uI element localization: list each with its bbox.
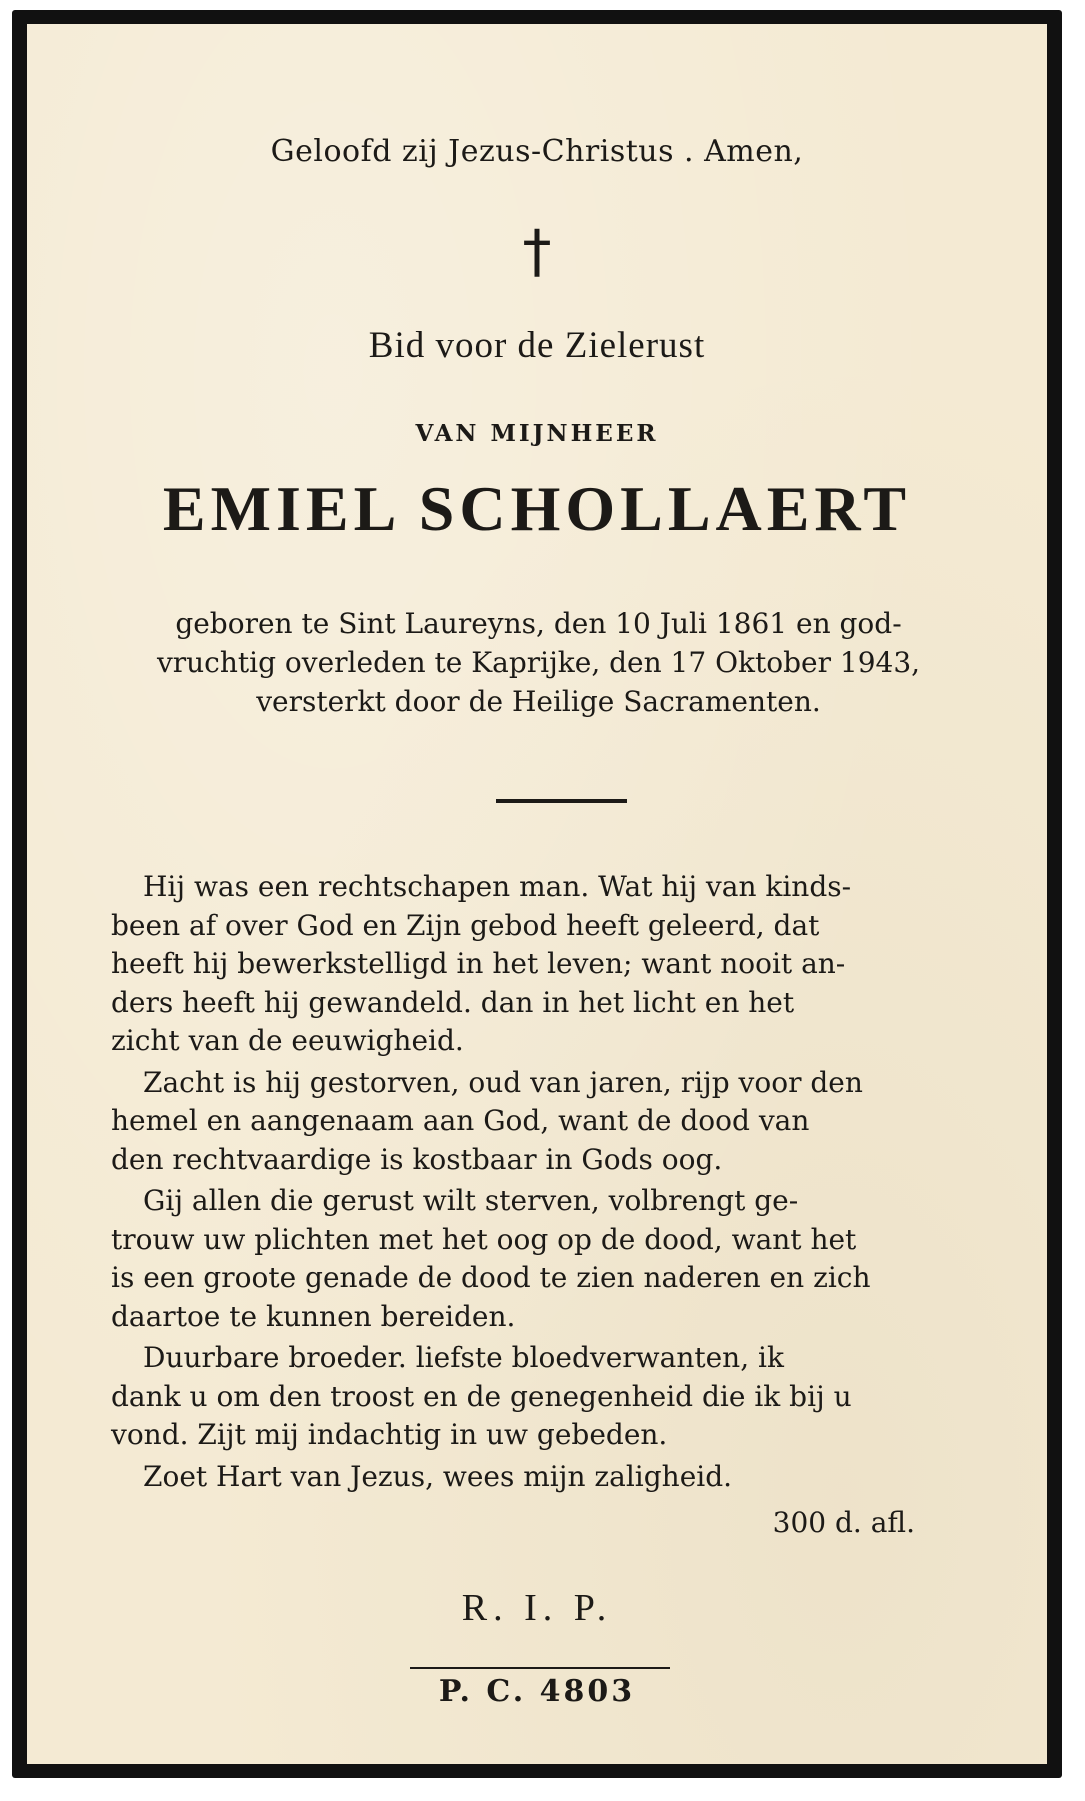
- life-line: versterkt door de Heilige Sacramenten.: [256, 685, 821, 718]
- text-line: dank u om den troost en de genegenheid die ik bij u: [111, 1379, 852, 1413]
- text-line: trouw uw plichten met het oog op de dood, want het: [111, 1222, 857, 1256]
- text-line: den rechtvaardige is kostbaar in Gods oog.: [111, 1142, 723, 1176]
- rip-line: R. I. P.: [461, 1587, 613, 1629]
- text-line: Duurbare broeder. liefste bloedverwanten, ik: [143, 1341, 784, 1374]
- edition-note: 300 d. afl.: [772, 1506, 915, 1539]
- pray-line: Bid voor de Zielerust: [368, 325, 706, 366]
- text-line: is een groote genade de dood te zien naderen en zich: [111, 1261, 871, 1294]
- memorial-card: [12, 10, 1062, 1778]
- memorial-text: [111, 868, 966, 1499]
- life-line: geboren te Sint Laureyns, den 10 Juli 1861 en god-: [175, 607, 902, 640]
- printer-code: P. C. 4803: [438, 1674, 636, 1709]
- text-line: Hij was een rechtschapen man. Wat hij van kinds-: [143, 870, 852, 903]
- paragraph: [111, 868, 966, 1061]
- text-line: Zoet Hart van Jezus, wees mijn zaligheid.: [143, 1459, 733, 1493]
- text-line: been af over God en Zijn gebod heeft geleerd, dat: [111, 908, 820, 942]
- card-paper: [27, 24, 1047, 1764]
- title-prefix: VAN MIJNHEER: [415, 420, 659, 447]
- paragraph: [111, 1064, 966, 1180]
- text-line: hemel en aangenaam aan God, want de dood van: [111, 1104, 810, 1137]
- cross-icon: †: [522, 217, 552, 285]
- paragraph: [111, 1339, 966, 1455]
- deceased-name: EMIEL SCHOLLAERT: [162, 473, 912, 544]
- life-dates: [111, 604, 966, 721]
- divider-rule: [496, 799, 627, 803]
- text-line: zicht van de eeuwigheid.: [111, 1024, 464, 1057]
- text-line: daartoe te kunnen bereiden.: [111, 1299, 516, 1333]
- blessing-line: Geloofd zij Jezus-Christus . Amen,: [270, 134, 804, 169]
- text-line: Zacht is hij gestorven, oud van jaren, rijp voor den: [143, 1065, 863, 1099]
- text-line: ders heeft hij gewandeld. dan in het licht en het: [111, 985, 795, 1019]
- footer-rule: [410, 1667, 670, 1669]
- text-line: heeft hij bewerkstelligd in het leven; want nooit an-: [111, 947, 846, 980]
- text-line: vond. Zijt mij indachtig in uw gebeden.: [111, 1418, 668, 1451]
- paragraph: [111, 1458, 966, 1497]
- life-line: vruchtig overleden te Kaprijke, den 17 Oktober 1943,: [156, 646, 921, 679]
- paragraph: [111, 1182, 966, 1336]
- text-line: Gij allen die gerust wilt sterven, volbrengt ge-: [143, 1184, 799, 1217]
